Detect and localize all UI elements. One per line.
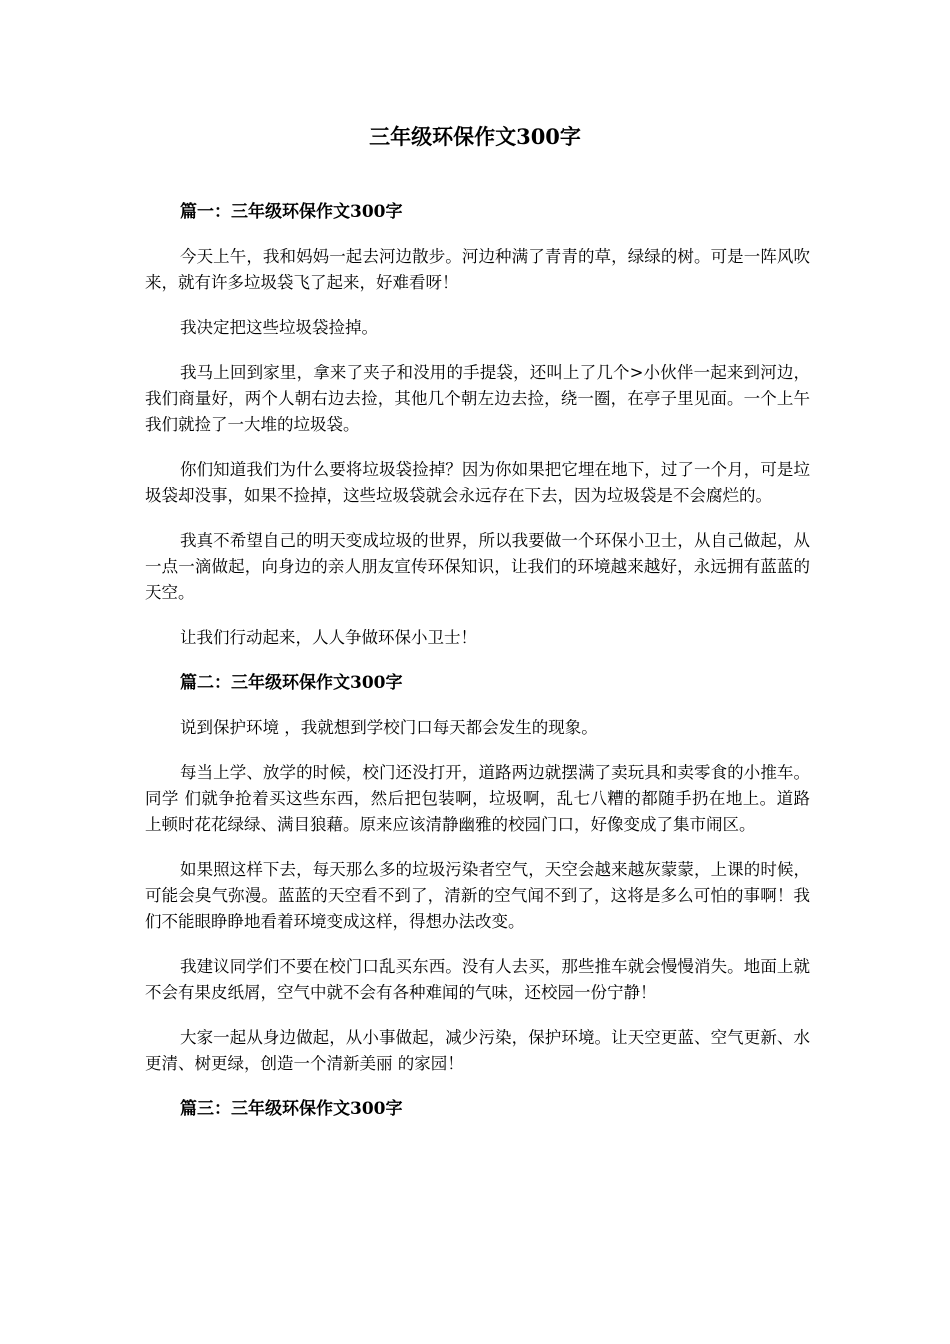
paragraph: 今天上午，我和妈妈一起去河边散步。河边种满了青青的草，绿绿的树。可是一阵风吹来，就有许多垃圾袋飞了起来，好难看呀！ <box>145 247 810 292</box>
essay-section-1 <box>145 199 810 651</box>
paragraph: 我决定把这些垃圾袋捡掉。 <box>180 318 378 337</box>
page-title: 三年级环保作文300字 <box>369 124 581 149</box>
section-heading: 篇二：三年级环保作文300字 <box>180 673 403 693</box>
paragraph: 每当上学、放学的时候，校门还没打开，道路两边就摆满了卖玩具和卖零食的小推车。同学 们就争抢着买这些东西，然后把包装啊，垃圾啊，乱七八糟的都随手扔在地上。道路上顿时花花绿绿、满目狼藉。原来应该清静幽雅的校园门口，好像变成了集市闹区。 <box>145 763 810 834</box>
paragraph: 大家一起从身边做起，从小事做起，减少污染，保护环境。让天空更蓝、空气更新、水更清、树更绿，创造一个清新美丽 的家园！ <box>145 1028 810 1073</box>
paragraph: 如果照这样下去，每天那么多的垃圾污染者空气，天空会越来越灰蒙蒙，上课的时候，可能会臭气弥漫。蓝蓝的天空看不到了，清新的空气闻不到了，这将是多么可怕的事啊！我们不能眼睁睁地看着环境变成这样，得想办法改变。 <box>145 860 810 931</box>
section-heading: 篇一：三年级环保作文300字 <box>180 202 403 222</box>
paragraph: 我建议同学们不要在校门口乱买东西。没有人去买，那些推车就会慢慢消失。地面上就不会有果皮纸屑，空气中就不会有各种难闻的气味，还校园一份宁静！ <box>145 957 810 1002</box>
essay-section-2 <box>145 670 810 1077</box>
paragraph: 我马上回到家里，拿来了夹子和没用的手提袋，还叫上了几个>小伙伴一起来到河边，我们商量好，两个人朝右边去捡，其他几个朝左边去捡，绕一圈，在亭子里见面。一个上午我们就捡了一大堆的垃圾袋。 <box>145 363 810 434</box>
paragraph: 我真不希望自己的明天变成垃圾的世界，所以我要做一个环保小卫士，从自己做起，从一点一滴做起，向身边的亲人朋友宣传环保知识，让我们的环境越来越好，永远拥有蓝蓝的天空。 <box>145 531 810 602</box>
paragraph: 让我们行动起来，人人争做环保小卫士！ <box>180 628 477 647</box>
document-body <box>145 199 810 1141</box>
paragraph: 说到保护环境 ，我就想到学校门口每天都会发生的现象。 <box>180 718 598 737</box>
essay-section-3 <box>145 1096 810 1122</box>
paragraph: 你们知道我们为什么要将垃圾袋捡掉？因为你如果把它埋在地下，过了一个月，可是垃圾袋却没事，如果不捡掉，这些垃圾袋就会永远存在下去，因为垃圾袋是不会腐烂的。 <box>145 460 810 505</box>
section-heading: 篇三：三年级环保作文300字 <box>180 1099 403 1119</box>
